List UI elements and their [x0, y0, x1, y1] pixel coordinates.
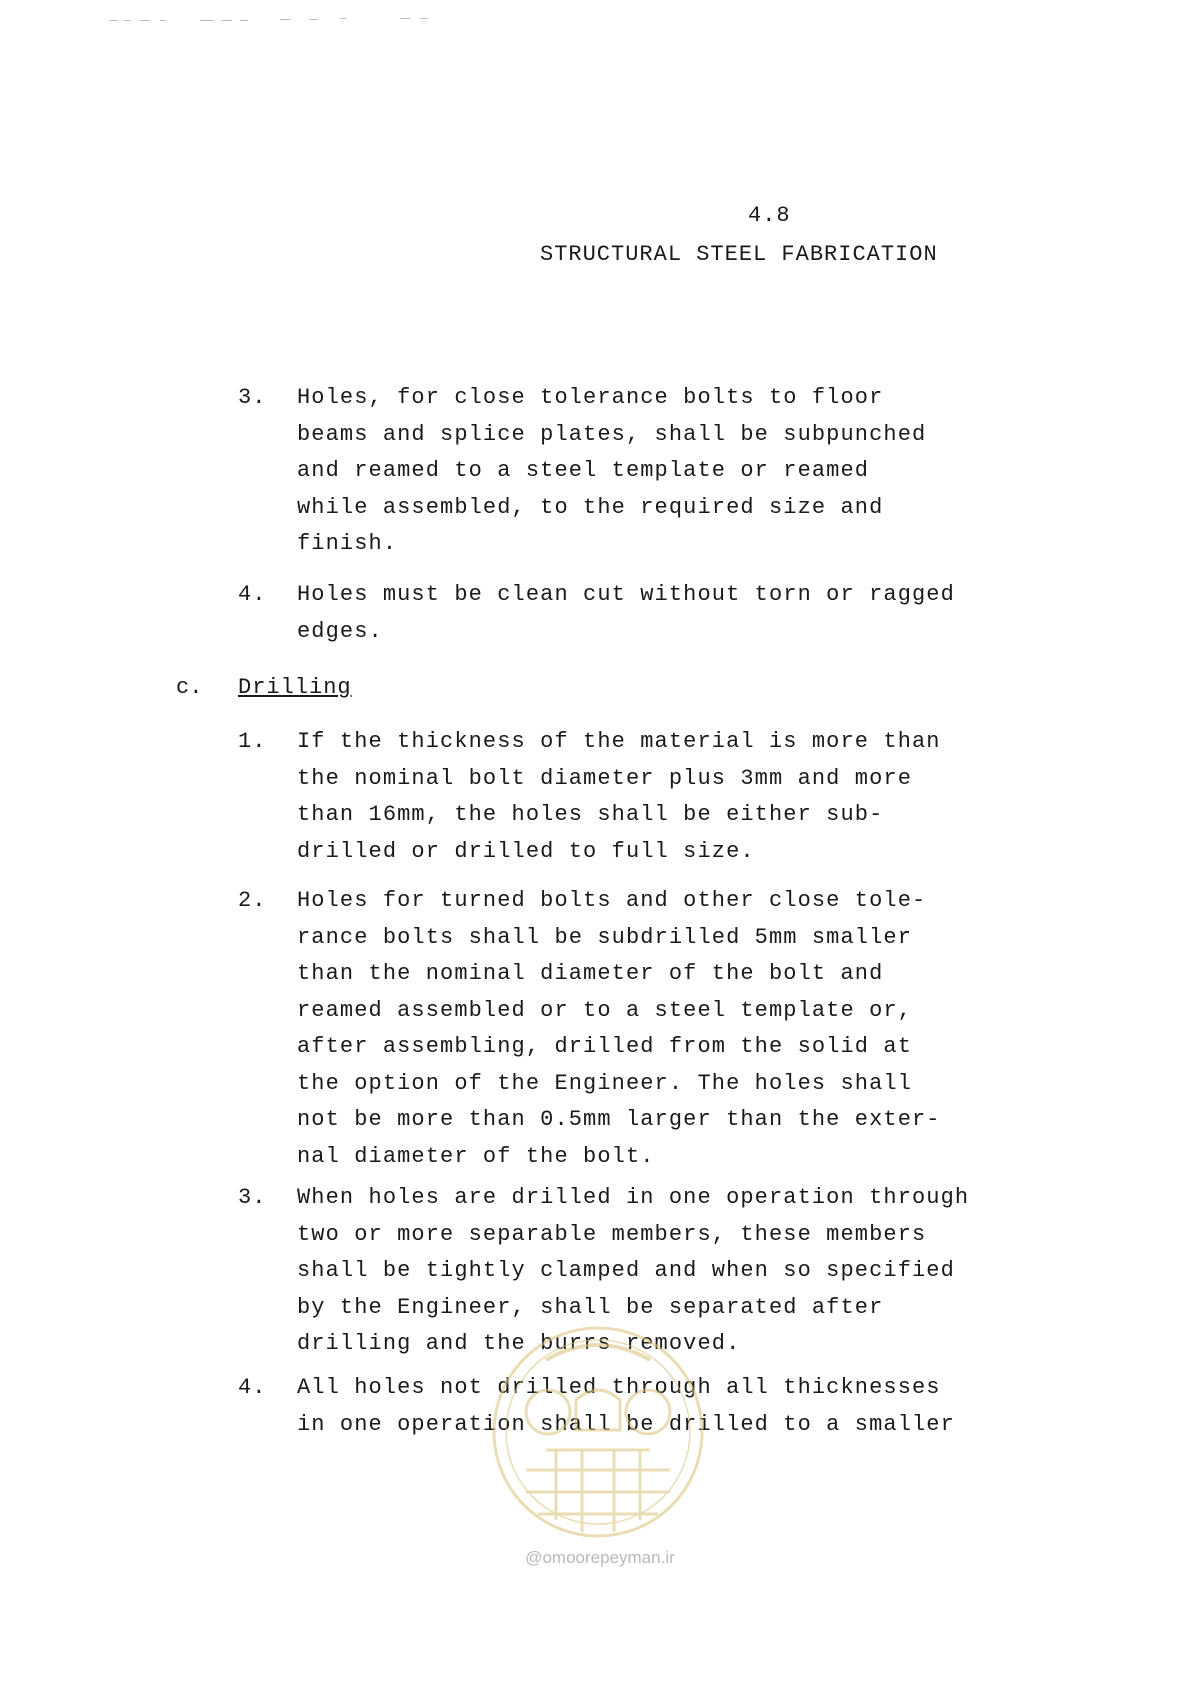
item-number: 1. — [238, 729, 267, 754]
item-text: All holes not drilled through all thicknesses in one operation shall be drilled to a smaller — [297, 1375, 955, 1437]
section-title: Drilling — [238, 675, 352, 700]
item-number: 4. — [238, 582, 267, 607]
item-number: 3. — [238, 1185, 267, 1210]
item-number: 4. — [238, 1375, 267, 1400]
item-text: Holes for turned bolts and other close tole- rance bolts shall be subdrilled 5mm smaller than the nominal diameter of the bolt and reamed assembled or to a steel template or, after assembling, drilled from the solid at the option of the Engineer. The holes shall not be more than 0.5mm larger than the exter- nal diameter of the bolt. — [297, 888, 941, 1169]
item-text: When holes are drilled in one operation through two or more separable members, these members shall be tightly clamped and when so specified by the Engineer, shall be separated after drilling and the burrs removed. — [297, 1185, 970, 1356]
watermark-site-text: @omoorepeyman.ir — [525, 1548, 675, 1567]
item-text: Holes must be clean cut without torn or ragged edges. — [297, 582, 955, 644]
watermark-seal-icon — [486, 1320, 710, 1544]
page-number: 4.8 — [748, 203, 791, 228]
page-title: STRUCTURAL STEEL FABRICATION — [540, 242, 938, 267]
item-text: If the thickness of the material is more than the nominal bolt diameter plus 3mm and more than 16mm, the holes shall be either sub- drilled or drilled to full size. — [297, 729, 941, 864]
section-letter: c. — [176, 675, 203, 700]
item-text: Holes, for close tolerance bolts to floor beams and splice plates, shall be subpunched and reamed to a steel template or reamed while assembled, to the required size and finish. — [297, 385, 927, 556]
item-number: 2. — [238, 888, 267, 913]
item-number: 3. — [238, 385, 267, 410]
scan-artifact — [110, 14, 450, 28]
